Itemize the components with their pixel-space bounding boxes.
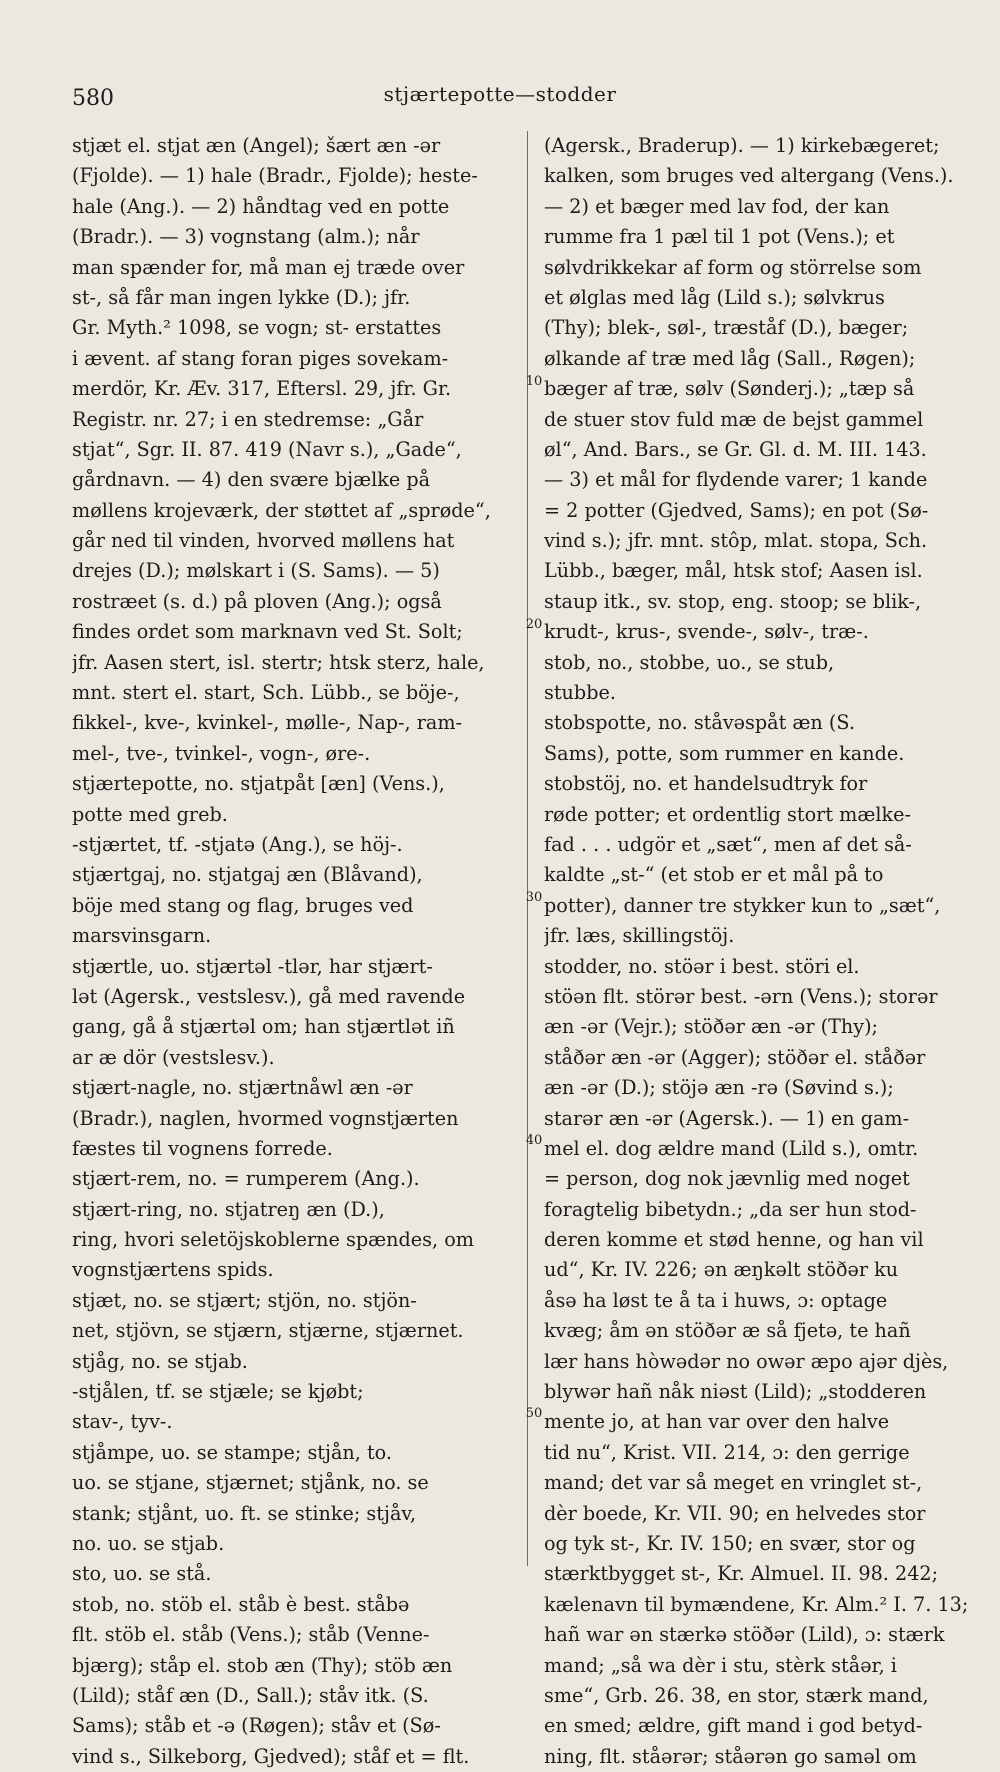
text-line: (Thy); blek-, søl-, træståf (D.), bæger;: [544, 316, 909, 340]
text-line: stöən flt. störər best. -ərn (Vens.); storər: [544, 984, 938, 1008]
text-line: sto, uo. se stå.: [72, 1562, 212, 1586]
text-line: Sams); ståb et -ə (Røgen); ståv et (Sø-: [72, 1714, 441, 1738]
text-line: stodder, no. stöər i best. störi el.: [544, 954, 860, 978]
text-line: (Agersk., Braderup). — 1) kirkebægeret;: [544, 134, 940, 157]
right-column: [544, 131, 990, 1772]
text-line: kaldte „st-“ (et stob er et mål på to: [544, 863, 884, 887]
line-number-50: 50: [525, 1406, 543, 1421]
text-line: ar æ dör (vestslesv.).: [72, 1045, 275, 1069]
text-line: stjat“, Sgr. II. 87. 419 (Navr s.), „Gade“,: [72, 437, 462, 461]
text-line: fæstes til vognens forrede.: [72, 1136, 333, 1160]
text-line: sme“, Grb. 26. 38, en stor, stærk mand,: [544, 1683, 929, 1707]
text-line: møllens krojeværk, der støttet af „sprøde“,: [72, 498, 491, 522]
text-line: stjært-ring, no. stjatreŋ æn (D.),: [72, 1197, 385, 1221]
text-line: Lübb., bæger, mål, htsk stof; Aasen isl.: [544, 559, 923, 583]
text-line: stjærtgaj, no. stjatgaj æn (Blåvand),: [72, 863, 423, 887]
text-line: böje med stang og flag, bruges ved: [72, 893, 414, 917]
text-line: stobspotte, no. ståvəspåt æn (S.: [544, 711, 855, 735]
text-line: Registr. nr. 27; i en stedremse: „Går: [72, 407, 424, 431]
text-line: Gr. Myth.² 1098, se vogn; st- erstattes: [72, 316, 442, 340]
text-line: ning, flt. ståərər; ståərən go saməl om: [544, 1744, 917, 1768]
text-line: stjærtle, uo. stjærtəl -tlər, har stjært-: [72, 954, 433, 978]
text-line: deren komme et stød henne, og han vil: [544, 1228, 924, 1252]
text-line: — 3) et mål for flydende varer; 1 kande: [544, 468, 928, 492]
text-line: ring, hvori seletöjskoblerne spændes, om: [72, 1228, 474, 1252]
text-line: potte med greb.: [72, 802, 228, 826]
text-line: dèr boede, Kr. VII. 90; en helvedes stor: [544, 1501, 926, 1525]
running-head: stjærtepotte—stodder: [383, 82, 617, 106]
text-line: flt. stöb el. ståb (Vens.); ståb (Venne-: [72, 1623, 430, 1647]
text-line: mel el. dog ældre mand (Lild s.), omtr.: [544, 1136, 919, 1160]
text-line: vind s., Silkeborg, Gjedved); ståf et = flt.: [72, 1744, 470, 1768]
text-line: går ned til vinden, hvorved møllens hat: [72, 529, 455, 553]
text-line: rostræet (s. d.) på ploven (Ang.); også: [72, 589, 442, 613]
text-line: øl“, And. Bars., se Gr. Gl. d. M. III. 143.: [544, 437, 927, 461]
text-line: en smed; ældre, gift mand i god betyd-: [544, 1714, 923, 1738]
text-line: stank; stjånt, uo. ft. se stinke; stjåv,: [72, 1501, 417, 1525]
text-line: potter), danner tre stykker kun to „sæt“,: [544, 893, 941, 917]
text-line: stjåg, no. se stjab.: [72, 1349, 248, 1373]
text-line: (Bradr.), naglen, hvormed vognstjærten: [72, 1106, 459, 1130]
text-line: stav-, tyv-.: [72, 1410, 173, 1434]
text-line: vognstjærtens spids.: [72, 1258, 274, 1282]
text-line: stubbe.: [544, 681, 616, 705]
text-line: (Bradr.). — 3) vognstang (alm.); når: [72, 225, 420, 249]
text-line: = person, dog nok jævnlig med noget: [544, 1167, 910, 1191]
text-line: Sams), potte, som rummer en kande.: [544, 741, 905, 765]
text-line: marsvinsgarn.: [72, 924, 212, 948]
text-line: fad . . . udgör et „sæt“, men af det så-: [544, 832, 912, 856]
text-line: lət (Agersk., vestslesv.), gå med ravende: [72, 984, 466, 1008]
text-line: kælenavn til bymændene, Kr. Alm.² I. 7. 13;: [544, 1592, 969, 1616]
text-line: og tyk st-, Kr. IV. 150; en svær, stor og: [544, 1531, 916, 1555]
text-line: staup itk., sv. stop, eng. stoop; se blik-,: [544, 589, 922, 613]
text-line: merdör, Kr. Æv. 317, Eftersl. 29, jfr. Gr.: [72, 377, 452, 401]
text-line: gang, gå å stjærtəl om; han stjærtlət iñ: [72, 1015, 455, 1039]
text-line: krudt-, krus-, svende-, sølv-, træ-.: [544, 620, 869, 644]
page-number: 580: [72, 86, 114, 111]
text-line: bjærg); ståp el. stob æn (Thy); stöb æn: [72, 1653, 453, 1677]
text-line: net, stjövn, se stjærn, stjærne, stjærnet.: [72, 1319, 464, 1343]
text-line: st-, så får man ingen lykke (D.); jfr.: [72, 285, 411, 309]
line-number-40: 40: [525, 1133, 543, 1148]
text-line: i ævent. af stang foran piges sovekam-: [72, 346, 449, 370]
text-line: stjæt, no. se stjært; stjön, no. stjön-: [72, 1288, 417, 1312]
left-column: [72, 131, 530, 1772]
text-line: starər æn -ər (Agersk.). — 1) en gam-: [544, 1106, 910, 1130]
text-line: de stuer stov fuld mæ de bejst gammel: [544, 407, 924, 431]
text-line: man spænder for, må man ej træde over: [72, 255, 465, 279]
text-line: — 2) et bæger med lav fod, der kan: [544, 194, 890, 218]
text-line: stjæt el. stjat æn (Angel); šært æn -ər: [72, 134, 441, 157]
text-line: no. uo. se stjab.: [72, 1531, 225, 1555]
text-line: mente jo, at han var over den halve: [544, 1410, 890, 1434]
text-line: stjåmpe, uo. se stampe; stjån, to.: [72, 1440, 392, 1464]
text-line: kvæg; åm ən stöðər æ så fjetə, te hañ: [544, 1319, 911, 1343]
text-line: foragtelig bibetydn.; „da ser hun stod-: [544, 1197, 917, 1221]
text-line: hale (Ang.). — 2) håndtag ved en potte: [72, 194, 450, 218]
text-line: stjært-rem, no. = rumperem (Ang.).: [72, 1167, 420, 1191]
text-line: mand; det var så meget en vringlet st-,: [544, 1471, 923, 1495]
text-line: -stjærtet, tf. -stjatə (Ang.), se höj-.: [72, 832, 403, 856]
text-line: jfr. Aasen stert, isl. stertr; htsk sterz, hale,: [72, 650, 485, 674]
line-number-20: 20: [525, 617, 543, 632]
line-number-30: 30: [525, 890, 543, 905]
text-line: stjært-nagle, no. stjærtnåwl æn -ər: [72, 1076, 413, 1100]
text-line: = 2 potter (Gjedved, Sams); en pot (Sø-: [544, 498, 929, 522]
text-line: bæger af træ, sølv (Sønderj.); „tæp så: [544, 377, 915, 401]
text-line: stærktbygget st-, Kr. Almuel. II. 98. 242;: [544, 1562, 939, 1586]
text-line: mnt. stert el. start, Sch. Lübb., se böje-,: [72, 681, 460, 705]
text-line: et ølglas med låg (Lild s.); sølvkrus: [544, 285, 885, 309]
text-line: lær hans hòwədər no owər æpo ajər djès,: [544, 1349, 949, 1373]
text-line: (Lild); ståf æn (D., Sall.); ståv itk. (S.: [72, 1683, 429, 1707]
text-line: -stjålen, tf. se stjæle; se kjøbt;: [72, 1380, 364, 1404]
text-line: kalken, som bruges ved altergang (Vens.).: [544, 164, 954, 188]
text-line: æn -ər (Vejr.); stöðər æn -ər (Thy);: [544, 1015, 879, 1039]
text-line: vind s.); jfr. mnt. stôp, mlat. stopa, Sch.: [544, 529, 928, 553]
line-number-10: 10: [525, 374, 543, 389]
text-line: gårdnavn. — 4) den svære bjælke på: [72, 468, 431, 492]
text-line: blywər hañ nåk niəst (Lild); „stodderen: [544, 1380, 927, 1404]
text-line: jfr. læs, skillingstöj.: [544, 924, 735, 948]
text-line: æn -ər (D.); stöjə æn -rə (Søvind s.);: [544, 1076, 894, 1100]
text-line: uo. se stjane, stjærnet; stjånk, no. se: [72, 1471, 429, 1495]
text-line: tid nu“, Krist. VII. 214, ɔ: den gerrige: [544, 1440, 910, 1464]
text-line: ståðər æn -ər (Agger); stöðər el. ståðər: [544, 1045, 926, 1069]
text-line: rumme fra 1 pæl til 1 pot (Vens.); et: [544, 225, 895, 249]
text-line: stob, no. stöb el. ståb è best. ståbə: [72, 1592, 410, 1616]
text-line: findes ordet som marknavn ved St. Solt;: [72, 620, 463, 644]
text-line: åsə ha løst te å ta i huws, ɔ: optage: [544, 1288, 888, 1312]
text-line: mel-, tve-, tvinkel-, vogn-, øre-.: [72, 741, 371, 765]
text-line: stjærtepotte, no. stjatpåt [æn] (Vens.),: [72, 772, 445, 796]
text-line: hañ war ən stærkə stöðər (Lild), ɔ: stærk: [544, 1623, 945, 1647]
text-line: stobstöj, no. et handelsudtryk for: [544, 772, 868, 796]
column-divider: [527, 131, 528, 1566]
text-line: sølvdrikkekar af form og störrelse som: [544, 255, 922, 279]
text-line: mand; „så wa dèr i stu, stèrk ståər, i: [544, 1653, 897, 1677]
text-line: røde potter; et ordentlig stort mælke-: [544, 802, 911, 826]
text-line: ud“, Kr. IV. 226; ən æŋkəlt stöðər ku: [544, 1258, 899, 1282]
text-line: stob, no., stobbe, uo., se stub,: [544, 650, 835, 674]
text-line: drejes (D.); mølskart i (S. Sams). — 5): [72, 559, 440, 583]
text-line: fikkel-, kve-, kvinkel-, mølle-, Nap-, ram-: [72, 711, 463, 735]
text-line: (Fjolde). — 1) hale (Bradr., Fjolde); heste-: [72, 164, 478, 188]
text-line: ølkande af træ med låg (Sall., Røgen);: [544, 346, 916, 370]
